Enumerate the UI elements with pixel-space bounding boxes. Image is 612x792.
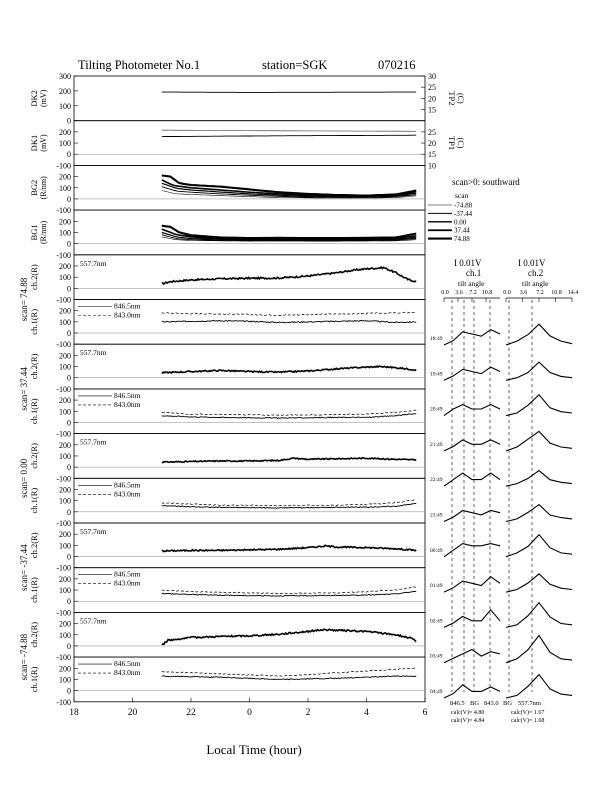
ch2-tilt-tick-label: 7.2 [536, 290, 544, 296]
y-tick-label: 200 [59, 530, 71, 540]
panel-label-846: 846.5nm [114, 480, 141, 490]
panel-label-846: 846.5nm [114, 659, 141, 669]
legend-heading: scan>0: southward [452, 177, 520, 187]
ch2-profile [506, 505, 572, 522]
scan-legend [428, 177, 520, 243]
ch1-tilt-tick-label: 0.0 [441, 290, 449, 296]
y-tick-label: 0 [67, 329, 71, 339]
x-tick-label: 20 [127, 707, 138, 718]
ch2-tilt-label: tilt angle [522, 279, 549, 288]
y-axis-label: BG1 [29, 224, 39, 241]
panel-label-846: 846.5nm [114, 569, 141, 579]
legend-entry: -74.88 [454, 201, 473, 210]
series-line [162, 668, 416, 676]
y-tick-label: 200 [59, 485, 71, 495]
foot-label-bg1: BG [470, 700, 480, 707]
y-axis-label: ch.1(R) [29, 308, 39, 335]
y-tick-label: -100 [56, 161, 71, 171]
time-series-panels [19, 72, 465, 707]
y-tick-label: 100 [59, 586, 71, 596]
y-tick-label-right: 15 [428, 105, 436, 115]
panel-frame [74, 76, 425, 121]
y-tick-label: -100 [56, 340, 71, 350]
series-line [162, 312, 416, 316]
foot-label-843: 843.0 [484, 700, 499, 707]
y-tick-label: -100 [56, 653, 71, 663]
ch1-tilt-tick-label: 3.6 [455, 290, 463, 296]
ch2-profile [506, 431, 572, 451]
panel-s2c2 [19, 344, 425, 410]
y-axis-label-right: TP1 [447, 135, 457, 151]
panel-frame [74, 612, 425, 657]
x-tick-label: 4 [364, 707, 369, 718]
panel-s4c1 [29, 568, 425, 618]
y-tick-label: -100 [56, 697, 71, 707]
ch1-profile [444, 685, 500, 698]
ch1-tilt-tick-label: 10.8 [481, 290, 493, 296]
x-tick-label: 0 [247, 707, 252, 718]
panel-label-846: 846.5nm [114, 301, 141, 311]
panel-label: 557.7nm [80, 437, 107, 447]
y-axis-label: ch.2(R) [29, 443, 39, 469]
profile-time: 19:49 [430, 371, 443, 378]
profile-time: 01:49 [430, 583, 443, 590]
ch2-profile [506, 471, 572, 487]
legend-title: scan [455, 191, 469, 200]
foot-label-5577: 557.7nm [518, 700, 541, 707]
panel-label: 557.7nm [80, 616, 107, 626]
profile-time: 00:49 [430, 547, 443, 554]
y-tick-label: 0 [67, 284, 71, 294]
x-tick-label: 18 [69, 707, 79, 718]
ch2-profile [506, 603, 572, 628]
ch2-profile [506, 362, 572, 380]
panel-label-846: 846.5nm [114, 390, 141, 400]
y-tick-label: 100 [59, 317, 71, 327]
panel-label: 557.7nm [80, 258, 107, 268]
panel-s1c1 [29, 300, 425, 350]
panel-dk2 [29, 72, 465, 126]
ch2-profile [506, 395, 572, 416]
panel-bg2 [29, 165, 425, 215]
y-tick-label: 100 [59, 451, 71, 461]
panel-dk1 [29, 121, 465, 171]
x-axis-label: Local Time (hour) [206, 742, 302, 757]
date-label: 070216 [378, 58, 416, 72]
y-axis-label: ch.2(R) [29, 532, 39, 559]
y-tick-label: 0 [67, 194, 71, 204]
ch2-scale: I 0.01V [518, 258, 546, 268]
ch2-profile [506, 535, 572, 557]
y-tick-label: 200 [59, 86, 71, 96]
y-tick-label: 100 [59, 273, 71, 283]
y-tick-label: 200 [59, 217, 71, 227]
legend-entry: -37.44 [454, 209, 473, 218]
y-tick-label: 200 [59, 619, 71, 629]
ch1-profile [444, 577, 500, 592]
ch2-tilt-tick-label: 3.6 [519, 290, 528, 296]
panel-frame [74, 121, 425, 166]
y-axis-label: DK1 [29, 134, 39, 152]
station-label: station=SGK [262, 58, 328, 72]
calc-ch1-b: calc(V)= 4.84 [451, 718, 485, 724]
ch2-profile [506, 574, 572, 592]
panel-frame [74, 165, 425, 210]
y-tick-label: 300 [59, 72, 71, 81]
y-tick-label: 0 [67, 418, 71, 428]
legend-entry: 37.44 [454, 226, 470, 235]
y-axis-label: DK2 [29, 90, 39, 107]
scan-label: scan= 37.44 [19, 367, 29, 411]
y-tick-label: 200 [59, 172, 71, 182]
y-tick-label: 200 [59, 261, 71, 271]
series-line [162, 267, 416, 284]
legend-entry: 0.00 [454, 218, 467, 227]
y-axis-label: ch.1(R) [29, 666, 39, 693]
y-tick-label: -100 [56, 250, 71, 260]
panel-label-843: 843.0nm [114, 310, 141, 320]
y-tick-label: 100 [59, 630, 71, 640]
series-line [162, 366, 416, 373]
panel-s4c2 [19, 523, 425, 591]
tilt-angle-profiles [430, 258, 578, 724]
y-tick-label: 100 [59, 139, 71, 149]
y-tick-label: 200 [59, 664, 71, 674]
y-axis-unit-right: (C) [456, 93, 465, 104]
ch1-profile [444, 440, 500, 451]
panel-s2c1 [29, 389, 425, 439]
y-tick-label: 0 [67, 239, 71, 249]
y-tick-label: 100 [59, 407, 71, 417]
scan-label: scan= 0.00 [19, 458, 29, 498]
y-tick-label: 100 [59, 541, 71, 551]
ch2-tilt-tick-label: 14.4 [567, 290, 579, 296]
ch2-tilt-tick-label: 0.0 [503, 290, 511, 296]
x-tick-label: 6 [422, 707, 428, 718]
y-tick-label-right: 25 [428, 127, 436, 137]
ch1-profile [444, 473, 500, 486]
y-tick-label: 200 [59, 351, 71, 361]
y-axis-label: ch.1(R) [29, 487, 39, 514]
panel-frame [74, 523, 425, 568]
calc-ch1-a: calc(V)= 4.80 [451, 710, 485, 716]
y-tick-label: -100 [56, 474, 71, 484]
y-tick-label: -100 [56, 384, 71, 394]
y-tick-label: 200 [59, 440, 71, 450]
calc-ch2-b: calc(V)= 1.68 [511, 718, 545, 724]
y-tick-label: 100 [59, 675, 71, 685]
profile-time: 04:49 [430, 689, 443, 695]
y-tick-label: 0 [67, 686, 71, 696]
y-tick-label: 200 [59, 306, 71, 316]
scan-label: scan= 74.88 [19, 277, 29, 322]
panel-label-843: 843.0nm [114, 578, 141, 588]
panel-s5c2 [19, 612, 425, 680]
ch1-profile [444, 610, 500, 628]
ch1-tilt-tick-label: 7.2 [469, 290, 477, 296]
y-axis-label: ch.1(R) [29, 577, 39, 603]
ch1-profile [444, 544, 500, 557]
y-tick-label: -100 [56, 608, 71, 618]
profile-time: 23:49 [430, 512, 443, 519]
panel-s1c2 [19, 255, 425, 321]
series-line [162, 676, 416, 680]
y-axis-unit: (R/nm) [39, 220, 48, 245]
ch1-profile [444, 330, 500, 345]
y-axis-label: BG2 [29, 179, 39, 196]
y-tick-label: 100 [59, 228, 71, 238]
panel-s3c1 [29, 478, 425, 528]
panel-label-843: 843.0nm [114, 668, 141, 678]
profile-time: 21:49 [430, 441, 443, 448]
calc-ch2-a: calc(V)= 1.67 [511, 710, 545, 716]
series-line [162, 591, 416, 596]
ch1-tilt-label: tilt angle [458, 279, 485, 288]
series-line [162, 130, 416, 131]
y-tick-label: -100 [56, 295, 71, 305]
y-tick-label: 100 [59, 183, 71, 193]
ch2-tilt-tick-label: 10.8 [551, 290, 562, 296]
y-tick-label-right: 20 [428, 94, 436, 104]
ch2-profile [506, 635, 572, 662]
x-tick-label: 22 [186, 707, 196, 718]
legend-entry: 74.88 [454, 235, 470, 244]
x-axis [69, 698, 427, 757]
profile-time: 22:49 [430, 477, 443, 484]
profile-time: 18:49 [430, 336, 443, 342]
series-line [162, 180, 416, 196]
y-tick-label: 100 [59, 101, 71, 111]
panel-label-843: 843.0nm [114, 399, 141, 409]
y-tick-label-right: 10 [428, 161, 436, 171]
ch2-profile [506, 324, 572, 345]
y-tick-label-right: 20 [428, 139, 436, 149]
y-tick-label: 0 [67, 150, 71, 160]
y-axis-label: ch.2(R) [29, 353, 39, 380]
y-tick-label: 100 [59, 362, 71, 372]
figure-title: Tilting Photometer No.1 [78, 58, 201, 72]
ch2-profile [506, 675, 572, 698]
panel-label: 557.7nm [80, 527, 107, 536]
y-tick-label: 0 [67, 463, 71, 473]
panel-frame [74, 434, 425, 479]
y-tick-label-right: 15 [428, 150, 436, 160]
y-axis-label: ch.1(R) [29, 398, 39, 425]
panel-bg1 [29, 210, 425, 260]
series-line [162, 320, 416, 322]
scan-label: scan= -37.44 [19, 544, 29, 591]
profile-time: 20:49 [430, 406, 443, 413]
x-tick-label: 2 [305, 707, 311, 718]
y-tick-label: -100 [56, 563, 71, 573]
y-axis-unit: (mV) [39, 134, 48, 152]
panel-s3c2 [19, 434, 425, 498]
y-tick-label: 0 [67, 552, 71, 562]
series-line [162, 226, 416, 238]
y-tick-label: 0 [67, 116, 71, 126]
panel-label: 557.7nm [80, 348, 107, 358]
ch1-profile [444, 367, 500, 380]
y-tick-label: 200 [59, 396, 71, 406]
ch1-label: ch.1 [466, 268, 482, 278]
series-line [162, 458, 416, 463]
y-tick-label: 0 [67, 507, 71, 517]
profile-time: 02:49 [430, 618, 443, 625]
series-line [162, 410, 416, 415]
figure-header [78, 58, 416, 72]
panel-label-843: 843.0nm [114, 489, 141, 499]
ch1-scale: I 0.01V [454, 258, 482, 268]
y-tick-label: -100 [56, 519, 71, 528]
ch2-label: ch.2 [528, 268, 544, 278]
y-axis-unit: (R/nm) [39, 176, 48, 200]
foot-label-846: 846.5 [450, 700, 465, 707]
y-tick-label-right: 30 [428, 72, 436, 81]
y-axis-label: ch.2(R) [29, 264, 39, 291]
y-tick-label-right: 25 [428, 83, 436, 93]
panel-s5c1 [29, 657, 425, 707]
y-axis-unit: (mV) [39, 89, 48, 108]
y-axis-label-right: TP2 [447, 91, 457, 106]
y-tick-label: 100 [59, 496, 71, 506]
ch1-profile [444, 650, 500, 663]
panel-frame [74, 255, 425, 300]
y-tick-label: 0 [67, 597, 71, 607]
y-tick-label: 200 [59, 574, 71, 584]
series-line [162, 545, 416, 551]
y-tick-label: 0 [67, 641, 71, 651]
profile-time: 03:49 [430, 653, 443, 660]
series-line [162, 629, 416, 645]
ch1-profile [444, 405, 500, 416]
series-line [162, 135, 416, 136]
y-tick-label: -100 [56, 206, 71, 216]
ch1-profile [444, 511, 500, 522]
scan-label: scan= -74.88 [19, 633, 29, 681]
y-axis-label: ch.2(R) [29, 621, 39, 648]
series-line [162, 587, 416, 594]
y-tick-label: 0 [67, 373, 71, 383]
y-tick-label: -100 [56, 429, 71, 439]
y-axis-unit-right: (C) [456, 137, 465, 149]
y-tick-label: 200 [59, 127, 71, 137]
series-line [162, 500, 416, 506]
foot-label-bg2: BG [503, 700, 513, 707]
panel-frame [74, 210, 425, 255]
